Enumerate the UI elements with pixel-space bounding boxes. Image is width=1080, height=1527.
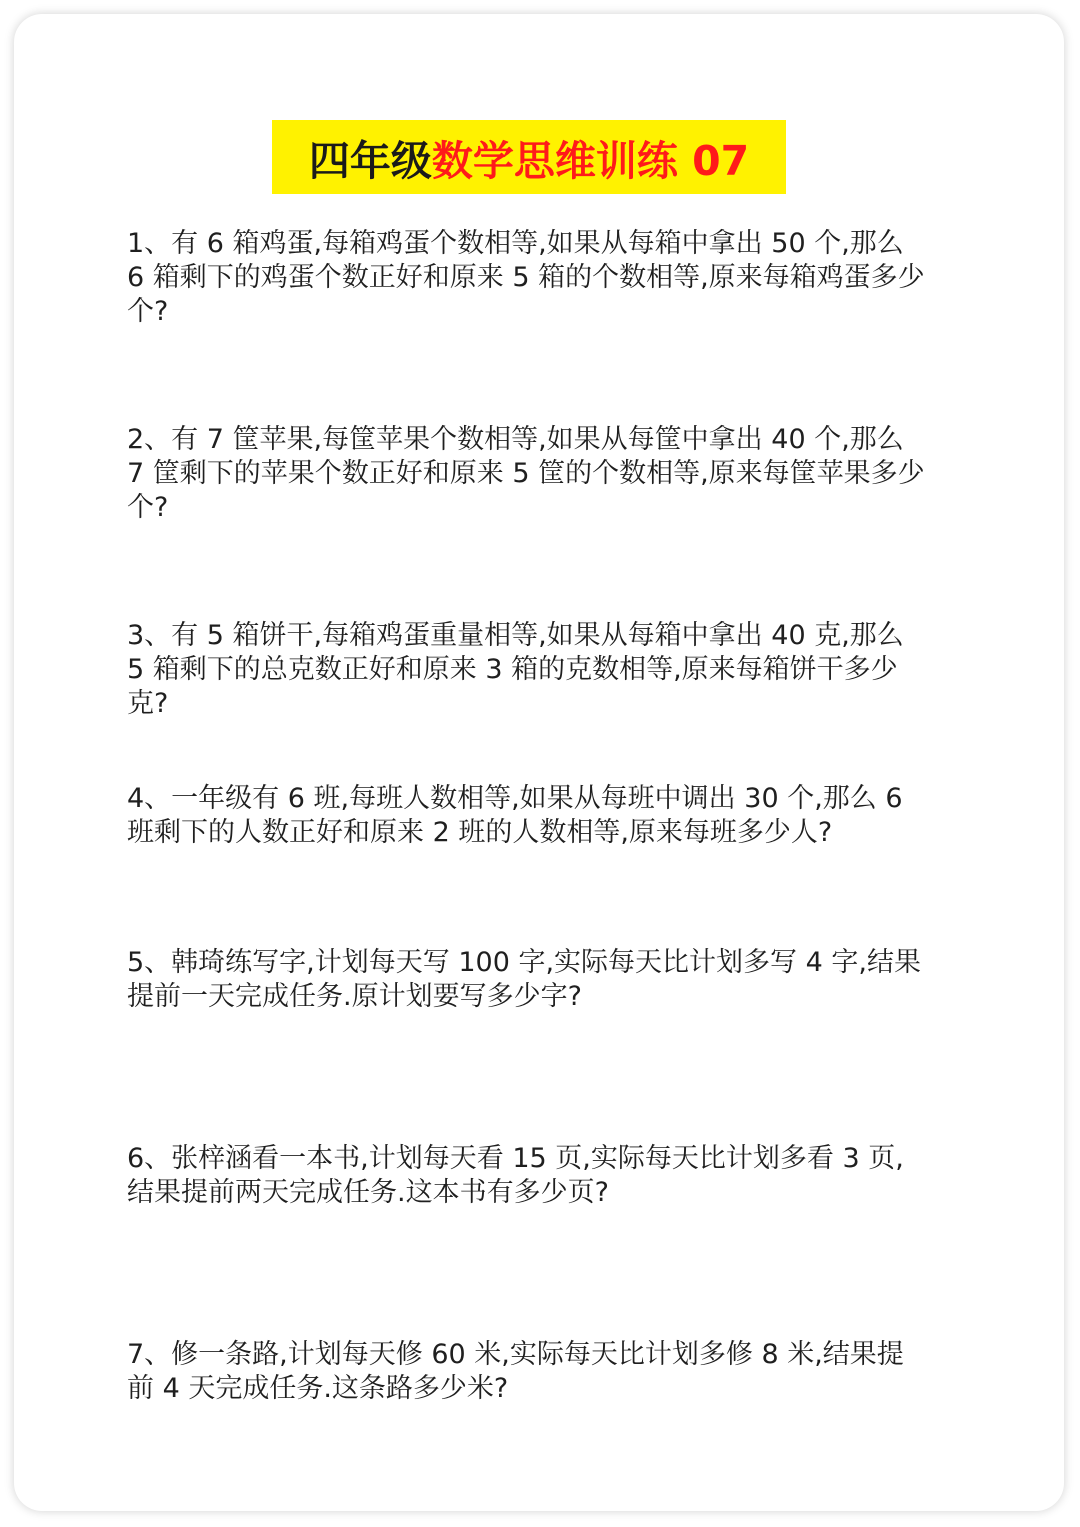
problem-3: 3、有 5 箱饼干,每箱鸡蛋重量相等,如果从每箱中拿出 40 克,那么 5 箱剩下的总克数正好和原来 3 箱的克数相等,原来每箱饼干多少克? [127,620,904,719]
problem-4: 4、一年级有 6 班,每班人数相等,如果从每班中调出 30 个,那么 6 班剩下的人数正好和原来 2 班的人数相等,原来每班多少人? [127,783,903,848]
title-banner [272,120,786,194]
problem-6: 6、张梓涵看一本书,计划每天看 15 页,实际每天比计划多看 3 页,结果提前两天完成任务.这本书有多少页? [127,1143,904,1208]
problem-2: 2、有 7 筐苹果,每筐苹果个数相等,如果从每筐中拿出 40 个,那么 7 筐剩下的苹果个数正好和原来 5 筐的个数相等,原来每筐苹果多少个? [127,424,925,523]
title-subject: 数学思维训练 07 [431,136,750,185]
problem-5: 5、韩琦练写字,计划每天写 100 字,实际每天比计划多写 4 字,结果提前一天完成任务.原计划要写多少字? [127,947,921,1012]
problem-7: 7、修一条路,计划每天修 60 米,实际每天比计划多修 8 米,结果提前 4 天完成任务.这条路多少米? [127,1339,904,1404]
title-grade: 四年级 [308,136,432,185]
problem-1: 1、有 6 箱鸡蛋,每箱鸡蛋个数相等,如果从每箱中拿出 50 个,那么 6 箱剩下的鸡蛋个数正好和原来 5 箱的个数相等,原来每箱鸡蛋多少个? [127,228,925,327]
